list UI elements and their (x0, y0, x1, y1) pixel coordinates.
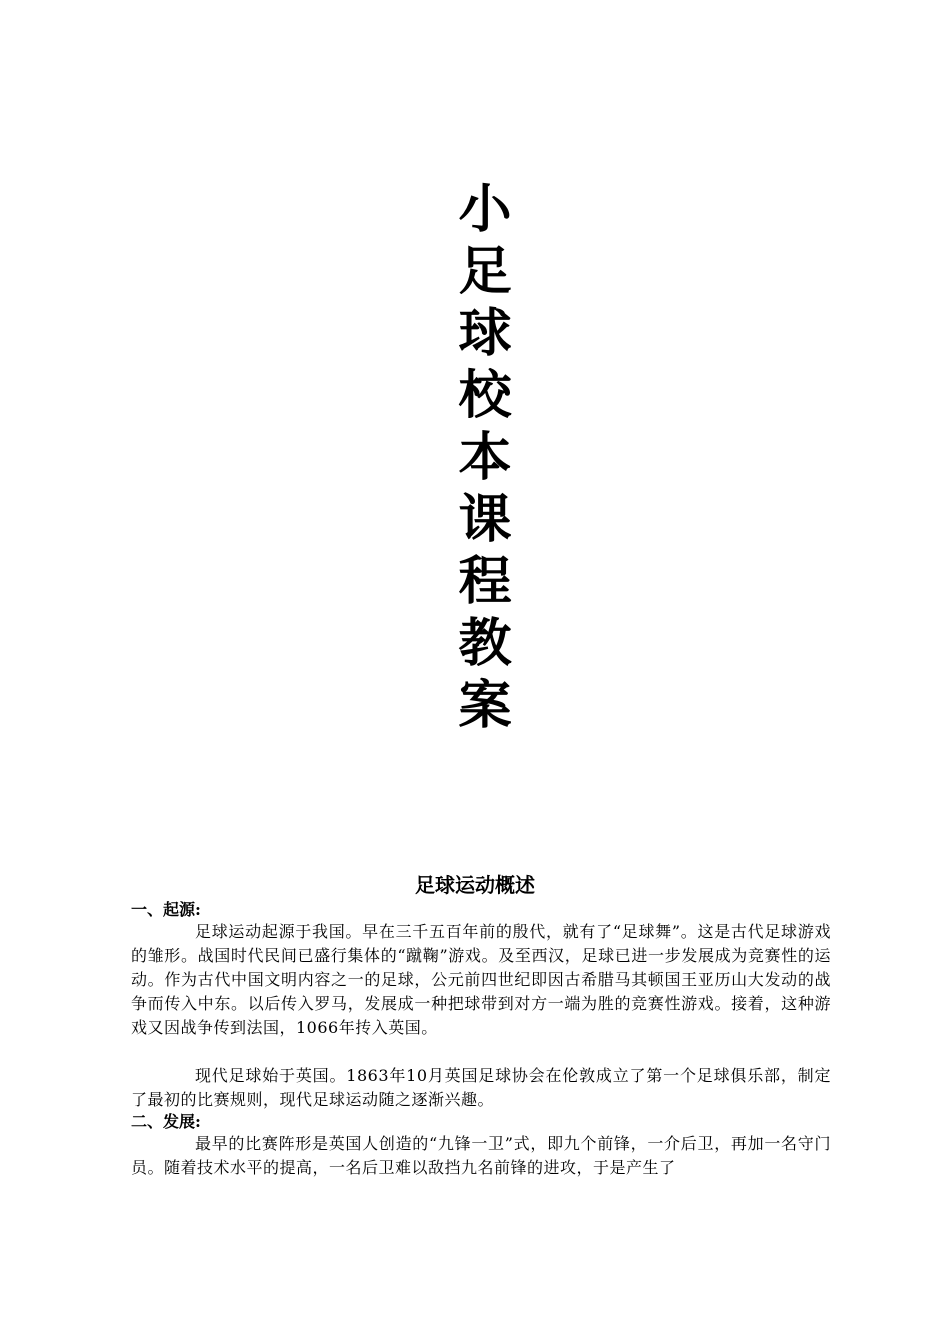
cover-title-char: 球 (458, 304, 512, 364)
development-heading: 二、发展: (131, 1112, 201, 1131)
cover-title-char: 校 (458, 366, 512, 426)
cover-title-char: 足 (458, 242, 512, 302)
cover-title-char: 教 (458, 614, 512, 674)
paragraph-spacer (131, 1040, 831, 1064)
cover-title-char: 本 (458, 428, 512, 488)
origin-paragraph-1: 足球运动起源于我国。早在三千五百年前的殷代，就有了“足球舞”。这是古代足球游戏的雏形。战国时代民间已盛行集体的“蹴鞠”游戏。及至西汉，足球已进一步发展成为竞赛性的运动。作为古代中国文明内容之一的足球，公元前四世纪即因古希腊马其顿国王亚历山大发动的战争而传入中东。以后传入罗马，发展成一种把球带到对方一端为胜的竞赛性游戏。接着，这种游戏又因战争传到法国，1066年抟入英国。 (131, 922, 831, 1037)
origin-heading: 一、起源: (131, 900, 201, 919)
document-body (131, 900, 831, 1180)
cover-title-char: 课 (458, 490, 512, 550)
cover-title-char: 小 (458, 180, 512, 240)
cover-title-char: 案 (458, 676, 512, 736)
section-title: 足球运动概述 (415, 873, 535, 897)
cover-title (450, 180, 520, 738)
origin-paragraph-2: 现代足球始于英国。1863年10月英国足球协会在伦敦成立了第一个足球俱乐部，制定了最初的比赛规则，现代足球运动随之逐渐兴趣。 (131, 1066, 831, 1109)
cover-title-char: 程 (458, 552, 512, 612)
development-paragraph-1: 最早的比赛阵形是英国人创造的“九锋一卫”式，即九个前锋，一介后卫，再加一名守门员。随着技术水平的提高，一名后卫难以敌挡九名前锋的进攻，于是产生了 (131, 1134, 831, 1177)
